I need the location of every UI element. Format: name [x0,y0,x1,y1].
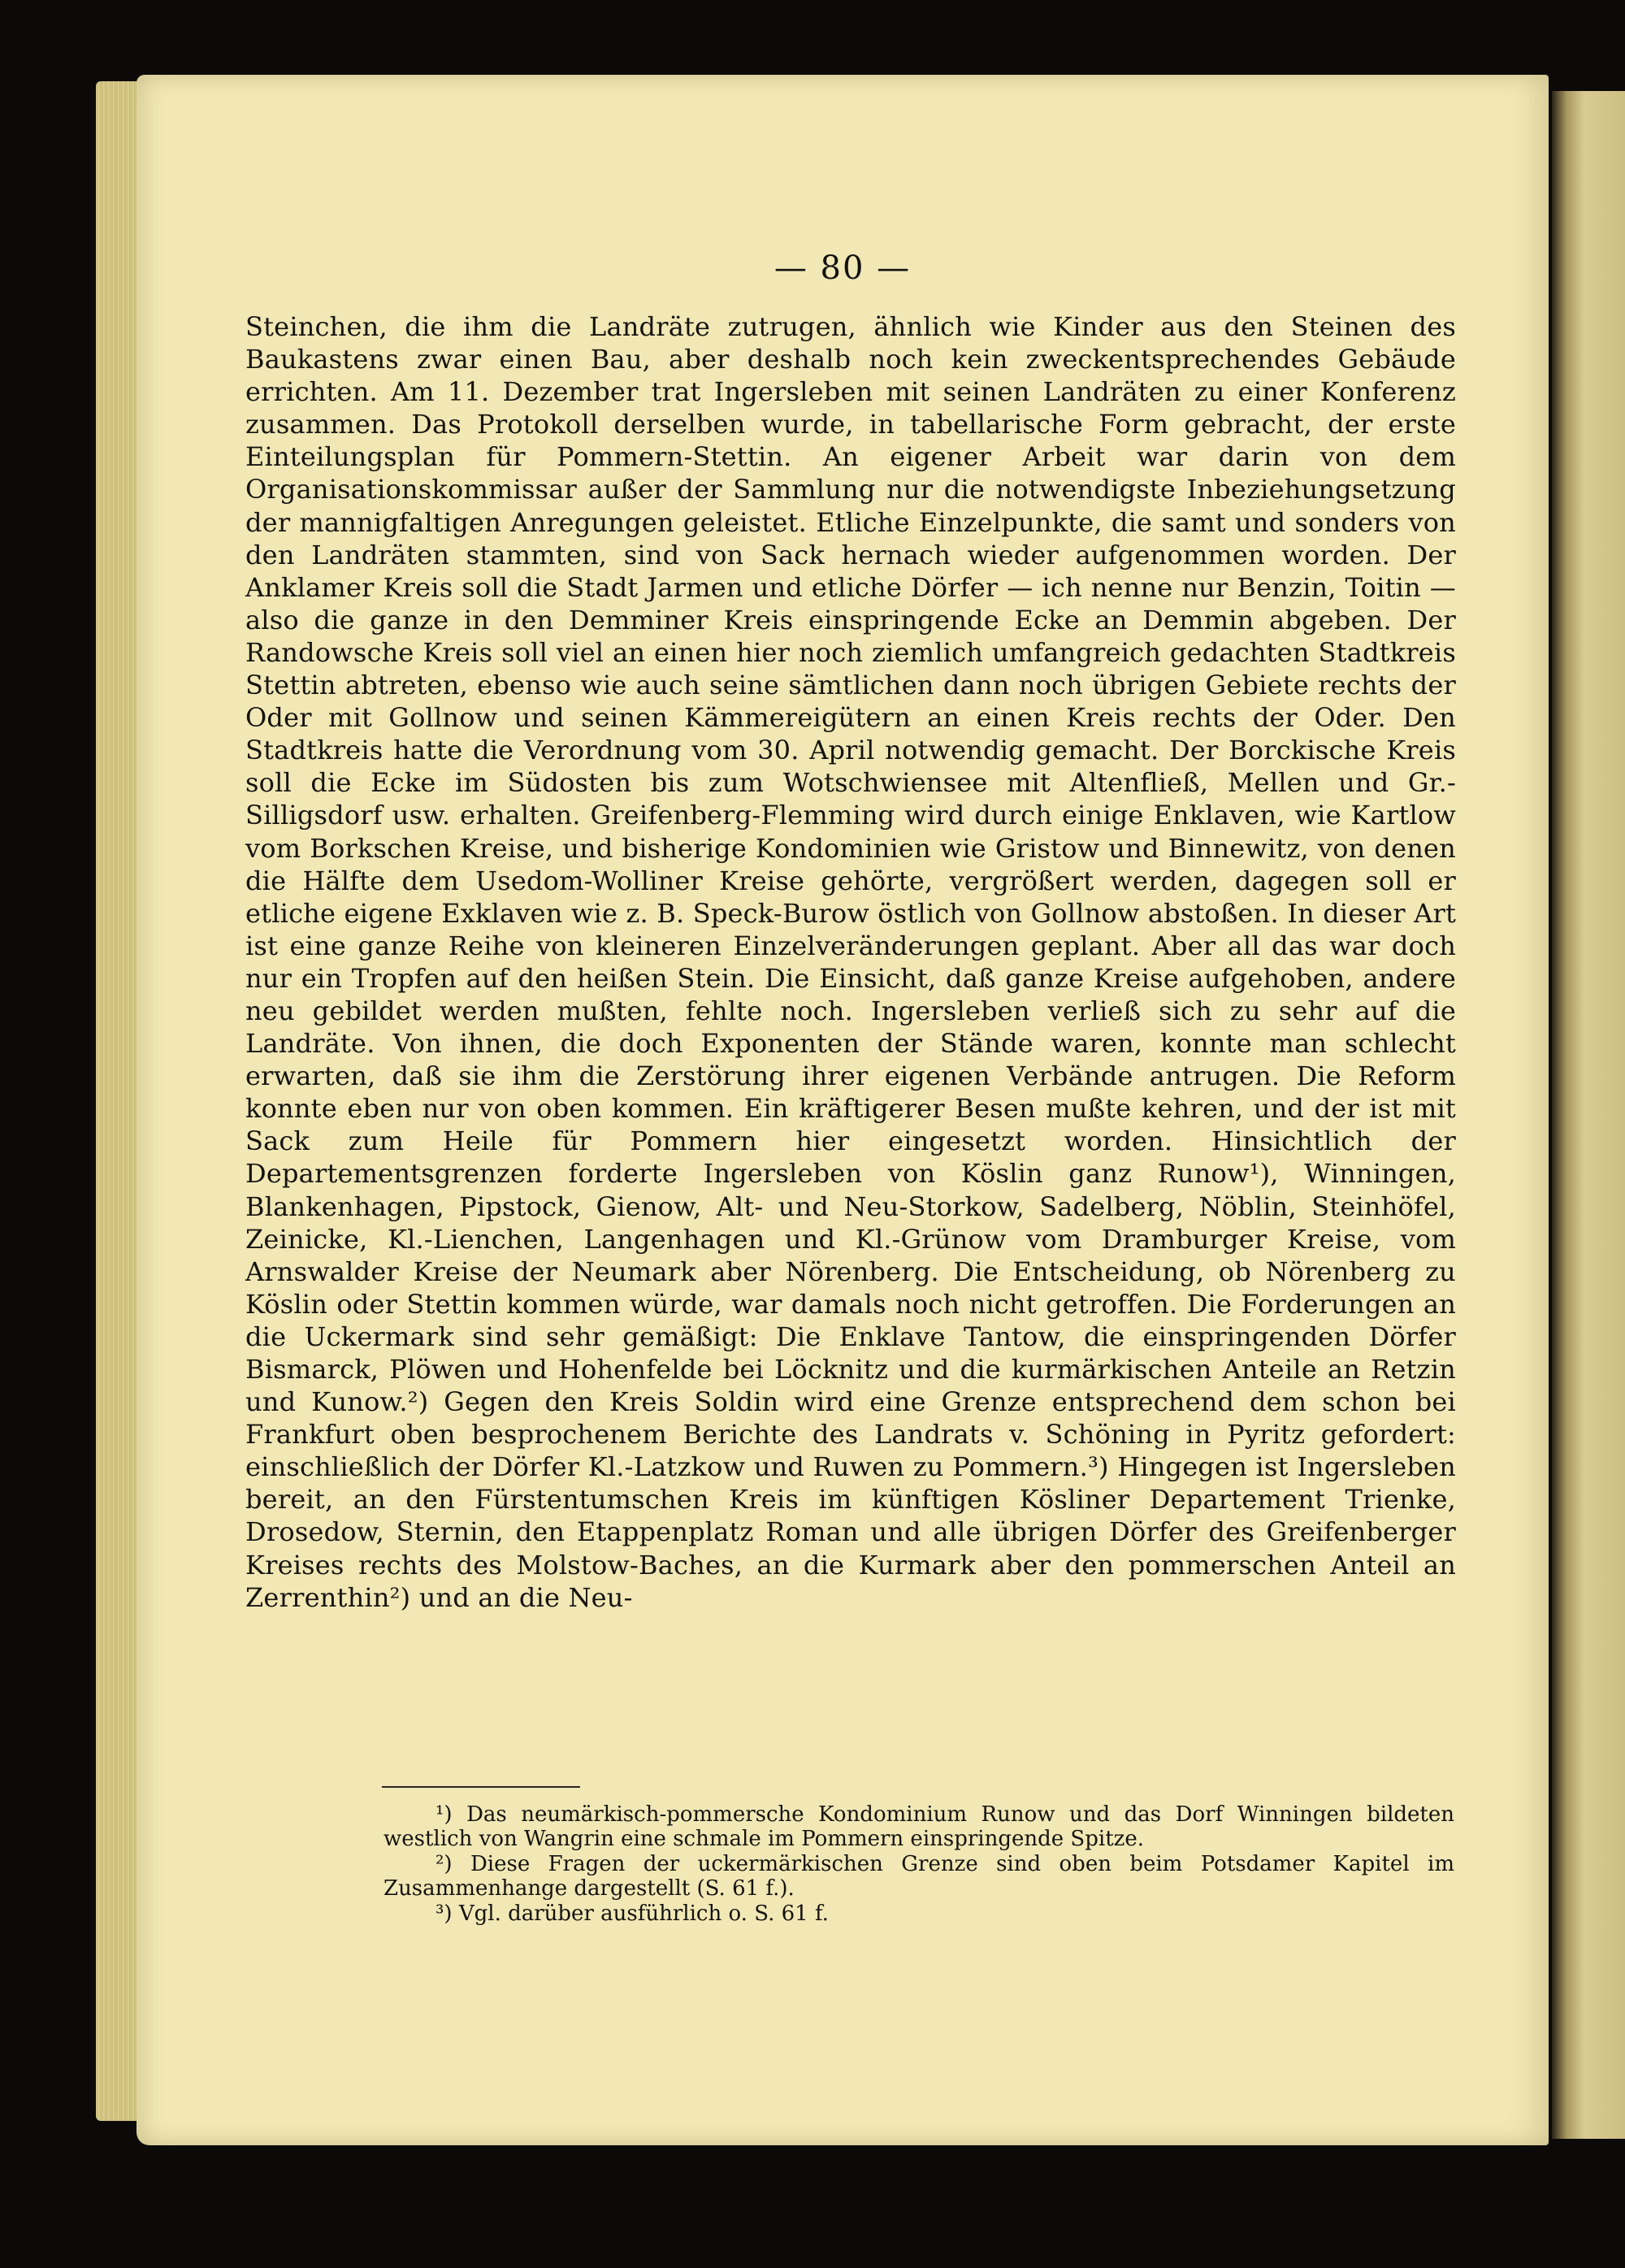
main-text-block [245,310,1456,1614]
footnote-2: ²) Diese Fragen der uckermärkischen Grenze sind oben beim Potsdamer Kapitel im Zusammenhange dargestellt (S. 61 f.). [384,1851,1454,1902]
footnote-1: ¹) Das neumärkisch-pommersche Kondominium Runow und das Dorf Winningen bildeten westlich von Wangrin eine schmale im Pommern einspringende Spitze. [384,1802,1454,1852]
facing-page-edge [1552,91,1625,2139]
footnote-divider [382,1786,580,1788]
footnotes [384,1802,1454,1926]
page-number: — 80 — [774,249,912,287]
main-paragraph: Steinchen, die ihm die Landräte zutrugen, ähnlich wie Kinder aus den Steinen des Baukastens zwar einen Bau, aber deshalb noch kein zweckentsprechendes Gebäude errichten. Am 11. Dezember trat Ingersleben mit seinen Landräten zu einer Konferenz zusammen. Das Protokoll derselben wurde, in tabellarische Form gebracht, der erste Einteilungsplan für Pommern-Stettin. An eigener Arbeit war darin von dem Organisationskommissar außer der Sammlung nur die notwendigste Inbeziehungsetzung der mannigfaltigen Anregungen geleistet. Etliche Einzelpunkte, die samt und sonders von den Landräten stammten, sind von Sack hernach wieder aufgenommen worden. Der Anklamer Kreis soll die Stadt Jarmen und etliche Dörfer — ich nenne nur Benzin, Toitin — also die ganze in den Demminer Kreis einspringende Ecke an Demmin abgeben. Der Randowsche Kreis soll viel an einen hier noch ziemlich umfangreich gedachten Stadtkreis Stettin abtreten, ebenso wie auch seine sämtlichen dann noch übrigen Gebiete rechts der Oder mit Gollnow und seinen Kämmereigütern an einen Kreis rechts der Oder. Den Stadtkreis hatte die Verordnung vom 30. April notwendig gemacht. Der Borckische Kreis soll die Ecke im Südosten bis zum Wotschwiensee mit Altenfließ, Mellen und Gr.-Silligsdorf usw. erhalten. Greifenberg-Flemming wird durch einige Enklaven, wie Kartlow vom Borkschen Kreise, und bisherige Kondominien wie Gristow und Binnewitz, von denen die Hälfte dem Usedom-Wolliner Kreise gehörte, vergrößert werden, dagegen soll er etliche eigene Exklaven wie z. B. Speck-Burow östlich von Gollnow abstoßen. In dieser Art ist eine ganze Reihe von kleineren Einzelveränderungen geplant. Aber all das war doch nur ein Tropfen auf den heißen Stein. Die Einsicht, daß ganze Kreise aufgehoben, andere neu gebildet werden mußten, fehlte noch. Ingersleben verließ sich zu sehr auf die Landräte. Von ihnen, die doch Exponenten der Stände waren, konnte man schlecht erwarten, daß sie ihm die Zerstörung ihrer eigenen Verbände antrugen. Die Reform konnte eben nur von oben kommen. Ein kräftigerer Besen mußte kehren, und der ist mit Sack zum Heile für Pommern hier eingesetzt worden. Hinsichtlich der Departementsgrenzen forderte Ingersleben von Köslin ganz Runow¹), Winningen, Blankenhagen, Pipstock, Gienow, Alt- und Neu-Storkow, Sadelberg, Nöblin, Steinhöfel, Zeinicke, Kl.-Lienchen, Langenhagen und Kl.-Grünow vom Dramburger Kreise, vom Arnswalder Kreise der Neumark aber Nörenberg. Die Entscheidung, ob Nörenberg zu Köslin oder Stettin kommen würde, war damals noch nicht getroffen. Die Forderungen an die Uckermark sind sehr gemäßigt: Die Enklave Tantow, die einspringenden Dörfer Bismarck, Plöwen und Hohenfelde bei Löcknitz und die kurmärkischen Anteile an Retzin und Kunow.²) Gegen den Kreis Soldin wird eine Grenze entsprechend dem schon bei Frankfurt oben besprochenem Berichte des Landrats v. Schöning in Pyritz gefordert: einschließlich der Dörfer Kl.-Latzkow und Ruwen zu Pommern.³) Hingegen ist Ingersleben bereit, an den Fürstentumschen Kreis im künftigen Kösliner Departement Trienke, Drosedow, Sternin, den Etappenplatz Roman und alle übrigen Dörfer des Greifenberger Kreises rechts des Molstow-Baches, an die Kurmark aber den pommerschen Anteil an Zerrenthin²) und an die Neu- [245,311,1457,1613]
footnote-3: ³) Vgl. darüber ausführlich o. S. 61 f. [436,1901,829,1926]
